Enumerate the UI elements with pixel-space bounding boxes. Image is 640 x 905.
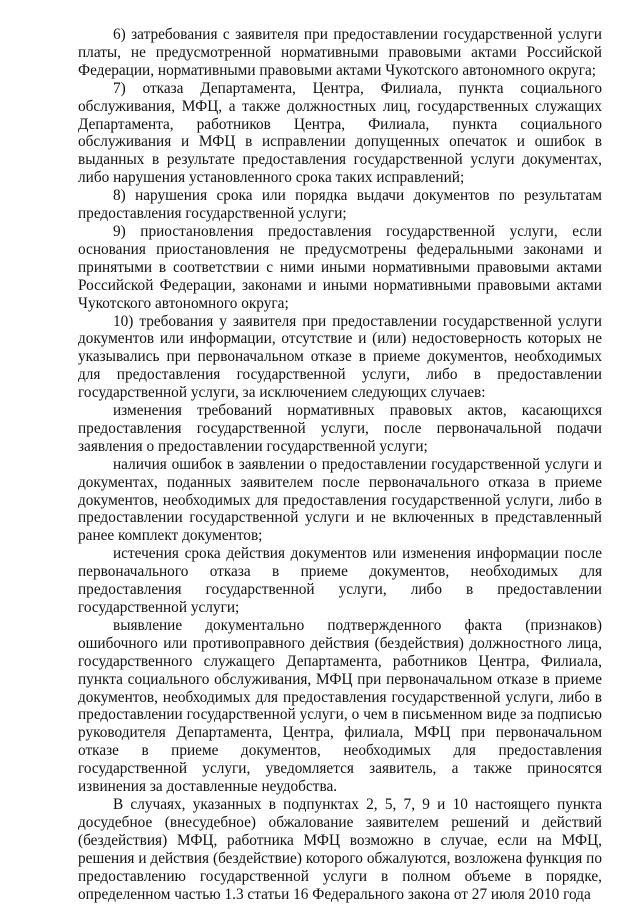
exception-detected-misconduct: выявление документально подтвержденного факта (признаков) ошибочного или противоправного действия (бездействия) должностного лица, государственного служащего Департамента, работников Центра, Филиала, пункта социального обслуживания, МФЦ при первоначальном отказе в приеме документов, необходимых для предоставления государственной услуги, либо в предоставлении государственной услуги, о чем в письменном виде за подписью руководителя Департамента, Центра, филиала, МФЦ при первоначальном отказе в приеме документов, необходимых для предоставления государственной услуги, уведомляется заявитель, а также приносятся извинения за доставленные неудобства. (78, 616, 602, 796)
exception-requirements-change: изменения требований нормативных правовых актов, касающихся предоставления государственной услуги, после первоначальной подачи заявления о предоставлении государственной услуги; (78, 402, 602, 455)
exception-errors-in-application: наличия ошибок в заявлении о предоставлении государственной услуги и документах, поданных заявителем после первоначального отказа в приеме документов, необходимых для предоставления государственной услуги, либо в предоставлении государственной услуги и не включенных в представленный ранее комплект документов; (78, 455, 602, 545)
exception-document-expiry: истечения срока действия документов или изменения информации после первоначального отказа в приеме документов, необходимых для предоставления государственной услуги, либо в предоставлении государственной услуги; (78, 545, 602, 616)
paragraph-item-8: 8) нарушения срока или порядка выдачи документов по результатам предоставления государственной услуги; (78, 187, 602, 223)
paragraph-mfc-appeal: В случаях, указанных в подпунктах 2, 5, 7, 9 и 10 настоящего пункта досудебное (внесудебное) обжалование заявителем решений и действий (бездействия) МФЦ, работника МФЦ возможно в случае, если на МФЦ, решения и действия (бездействие) которого обжалуются, возложена функция по предоставлению государственной услуги в полном объеме в порядке, определенном частью 1.3 статьи 16 Федерального закона от 27 июля 2010 года (78, 795, 602, 903)
paragraph-item-7: 7) отказа Департамента, Центра, Филиала, пункта социального обслуживания, МФЦ, а также должностных лиц, государственных служащих Департамента, работников Центра, Филиала, пункта социального обслуживания и МФЦ в исправлении допущенных опечаток и ошибок в выданных в результате предоставления государственной услуги документах, либо нарушения установленного срока таких исправлений; (78, 79, 602, 187)
paragraph-item-6: 6) затребования с заявителя при предоставлении государственной услуги платы, не предусмотренной нормативными правовыми актами Российской Федерации, нормативными правовыми актами Чукотского автономного округа; (78, 26, 602, 79)
paragraph-item-10: 10) требования у заявителя при предоставлении государственной услуги документов или информации, отсутствие и (или) недостоверность которых не указывались при первоначальном отказе в приеме документов, необходимых для предоставления государственной услуги, либо в предоставлении государственной услуги, за исключением следующих случаев: (78, 312, 602, 402)
document-page (78, 26, 602, 903)
paragraph-item-9: 9) приостановления предоставления государственной услуги, если основания приостановления не предусмотрены федеральными законами и принятыми в соответствии с ними иными нормативными правовыми актами Российской Федерации, законами и иными нормативными правовыми актами Чукотского автономного округа; (78, 222, 602, 312)
